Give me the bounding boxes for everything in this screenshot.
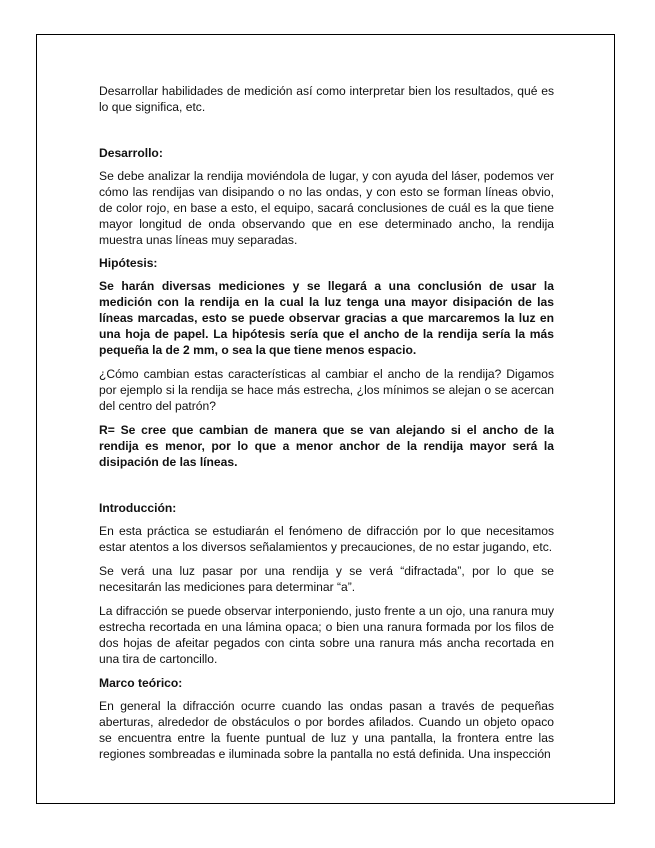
hipotesis-answer: R= Se cree que cambian de manera que se van alejando si el ancho de la rendija es menor, por lo que a menor anchor de la rendija mayor será la disipación de las líneas. <box>99 423 554 469</box>
section-heading-introduccion: Introducción: <box>99 501 177 515</box>
document-body <box>99 83 554 762</box>
section-heading-marco-teorico: Marco teórico: <box>99 676 183 690</box>
marco-teorico-paragraph: En general la difracción ocurre cuando las ondas pasan a través de pequeñas aberturas, alrededor de obstáculos o por bordes afilados. Cuando un objeto opaco se encuentra entre la fuente puntual de luz y una pantalla, la frontera entre las regiones sombreadas e iluminada sobre la pantalla no está definida. Una inspección <box>99 699 554 761</box>
desarrollo-paragraph: Se debe analizar la rendija moviéndola de lugar, y con ayuda del láser, podemos ver cómo las rendijas van disipando o no las ondas, y con esto se forman líneas obvio, de color rojo, en base a esto, el equipo, sacará conclusiones de cuál es la que tiene mayor longitud de onda observando que en ese determinado ancho, la rendija muestra unas líneas muy separadas. <box>99 169 554 247</box>
hipotesis-paragraph: Se harán diversas mediciones y se llegará a una conclusión de usar la medición con la rendija en la cual la luz tenga una mayor disipación de las líneas marcadas, esto se puede observar gracias a que marcaremos la luz en una hoja de papel. La hipótesis sería que el ancho de la rendija sería la más pequeña la de 2 mm, o sea la que tiene menos espacio. <box>99 279 554 357</box>
hipotesis-question: ¿Cómo cambian estas características al cambiar el ancho de la rendija? Digamos por ejemplo si la rendija se hace más estrecha, ¿los mínimos se alejan o se acercan del centro del patrón? <box>99 367 554 413</box>
introduccion-paragraph-3: La difracción se puede observar interponiendo, justo frente a un ojo, una ranura muy estrecha recortada en una lámina opaca; o bien una ranura formada por los filos de dos hojas de afeitar pegados con cinta sobre una ranura más ancha recortada en una tira de cartoncillo. <box>99 604 554 666</box>
introduccion-paragraph-2: Se verá una luz pasar por una rendija y se verá “difractada”, por lo que se necesitarán las mediciones para determinar “a”. <box>99 564 554 594</box>
section-heading-hipotesis: Hipótesis: <box>99 256 158 270</box>
objective-paragraph: Desarrollar habilidades de medición así como interpretar bien los resultados, qué es lo que significa, etc. <box>99 84 554 114</box>
introduccion-paragraph-1: En esta práctica se estudiarán el fenómeno de difracción por lo que necesitamos estar atentos a los diversos señalamientos y precauciones, de no estar jugando, etc. <box>99 524 554 554</box>
section-heading-desarrollo: Desarrollo: <box>99 146 163 160</box>
